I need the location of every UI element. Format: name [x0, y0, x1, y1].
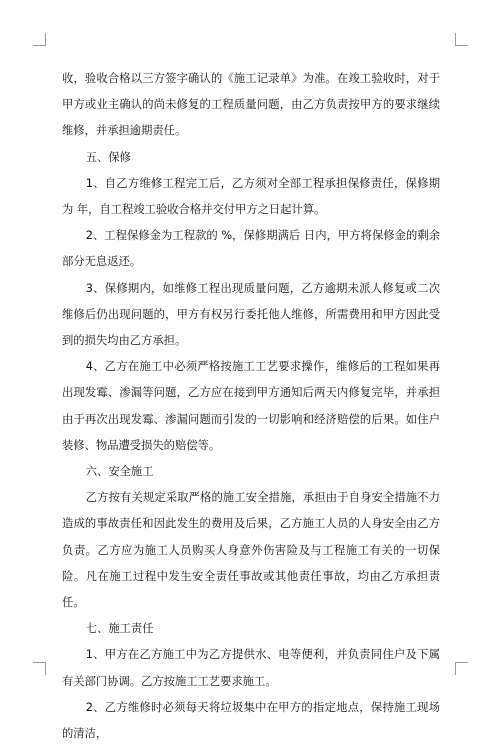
crop-mark-top-left — [33, 33, 46, 46]
document-body — [62, 66, 440, 747]
paragraph-responsibility-1: 1、甲方在乙方施工中为乙方提供水、电等便利，并负责同住户及下属有关部门协调。乙方按施工工艺要求施工。 — [62, 648, 440, 688]
paragraph-warranty-3: 3、保修期内，如维修工程出现质量问题，乙方逾期未派人修复或二次维修后仍出现问题的，甲方有权另行委托他人维修，所需费用和甲方因此受到的损失均由乙方承担。 — [62, 281, 440, 348]
crop-mark-top-right — [455, 33, 468, 46]
paragraph-warranty-1: 1、自乙方维修工程完工后，乙方须对全部工程承担保修责任，保修期为 年，自工程竣工验收合格并交付甲方之日起计算。 — [62, 176, 440, 217]
paragraph-safety: 乙方按有关规定采取严格的施工安全措施，承担由于自身安全措施不力造成的事故责任和因此发生的费用及后果，乙方施工人员的人身安全由乙方负责。乙方应为施工人员购买人身意外伤害险及与工程施工有关的一切保险。凡在施工过程中发生安全责任事故或其他责任事故，均由乙方承担责任。 — [62, 491, 440, 610]
paragraph-acceptance-continued: 收，验收合格以三方签字确认的《施工记录单》为准。在竣工验收时，对于甲方或业主确认的尚未修复的工程质量问题，由乙方负责按甲方的要求继续维修，并承担逾期责任。 — [62, 72, 440, 138]
paragraph-warranty-2: 2、工程保修金为工程款的 %，保修期满后 日内，甲方将保修金的剩余部分无息返还。 — [62, 229, 440, 269]
section-heading-warranty: 五、保修 — [85, 150, 131, 164]
section-heading-responsibility: 七、施工责任 — [85, 622, 154, 636]
paragraph-warranty-4: 4、乙方在施工中必须严格按施工工艺要求操作，维修后的工程如果再出现发霉、渗漏等问题，乙方应在接到甲方通知后两天内修复完毕，并承担由于再次出现发霉、渗漏问题而引发的一切影响和经济赔偿的后果。如住户装修、物品遭受损失的赔偿等。 — [62, 360, 440, 452]
paragraph-responsibility-2: 2、乙方维修时必须每天将垃圾集中在甲方的指定地点，保持施工现场的清洁， — [62, 700, 440, 741]
section-heading-safety: 六、安全施工 — [85, 465, 154, 479]
crop-mark-bottom-right — [455, 662, 468, 675]
crop-mark-bottom-left — [33, 662, 46, 675]
